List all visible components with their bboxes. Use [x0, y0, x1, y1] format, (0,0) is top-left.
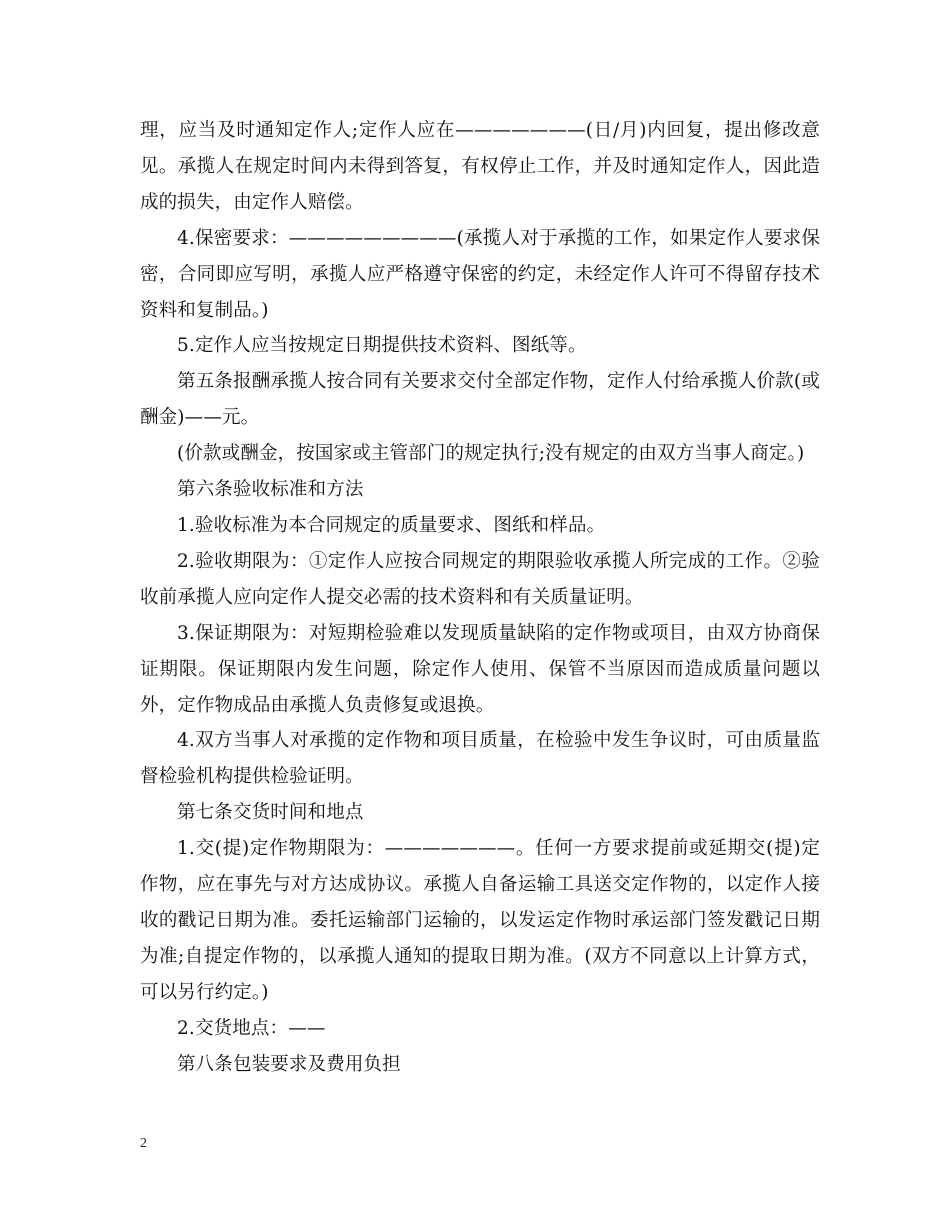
- paragraph: 5.定作人应当按规定日期提供技术资料、图纸等。: [177, 335, 587, 357]
- paragraph: 理，应当及时通知定作人;定作人应在———————(日/月)内回复，提出修改意见。承揽人在规定时间内未得到答复，有权停止工作，并及时通知定作人，因此造成的损失，由定作人赔偿。: [140, 120, 820, 213]
- paragraph: 1.交(提)定作物期限为：———————。任何一方要求提前或延期交(提)定作物，应在事先与对方达成协议。承揽人自备运输工具送交定作物的，以定作人接收的戳记日期为准。委托运输部门运输的，以发运定作物时承运部门签发戳记日期为准;自提定作物的，以承揽人通知的提取日期为准。(双方不同意以上计算方式，可以另行约定。): [140, 838, 820, 1003]
- paragraph: 4.双方当事人对承揽的定作物和项目质量，在检验中发生争议时，可由质量监督检验机构提供检验证明。: [140, 730, 820, 788]
- paragraph: 2.验收期限为：①定作人应按合同规定的期限验收承揽人所完成的工作。②验收前承揽人应向定作人提交必需的技术资料和有关质量证明。: [140, 550, 820, 608]
- paragraph: 第六条验收标准和方法: [177, 479, 364, 501]
- paragraph: 第五条报酬承揽人按合同有关要求交付全部定作物，定作人付给承揽人价款(或酬金)——元。: [140, 371, 820, 429]
- paragraph: 4.保密要求：—————————(承揽人对于承揽的工作，如果定作人要求保密，合同即应写明，承揽人应严格遵守保密的约定，未经定作人许可不得留存技术资料和复制品。): [140, 227, 820, 321]
- paragraph: 3.保证期限为：对短期检验难以发现质量缺陷的定作物或项目，由双方协商保证期限。保证期限内发生问题，除定作人使用、保管不当原因而造成质量问题以外，定作物成品由承揽人负责修复或退换。: [140, 622, 820, 716]
- paragraph: 1.验收标准为本合同规定的质量要求、图纸和样品。: [177, 514, 606, 536]
- paragraph: 第七条交货时间和地点: [177, 802, 364, 824]
- paragraph: (价款或酬金，按国家或主管部门的规定执行;没有规定的由双方当事人商定。): [177, 443, 805, 465]
- paragraph: 2.交货地点：——: [177, 1017, 326, 1039]
- paragraph: 第八条包装要求及费用负担: [177, 1053, 401, 1075]
- document-body: [140, 113, 820, 1082]
- page-number: 2: [140, 1136, 147, 1151]
